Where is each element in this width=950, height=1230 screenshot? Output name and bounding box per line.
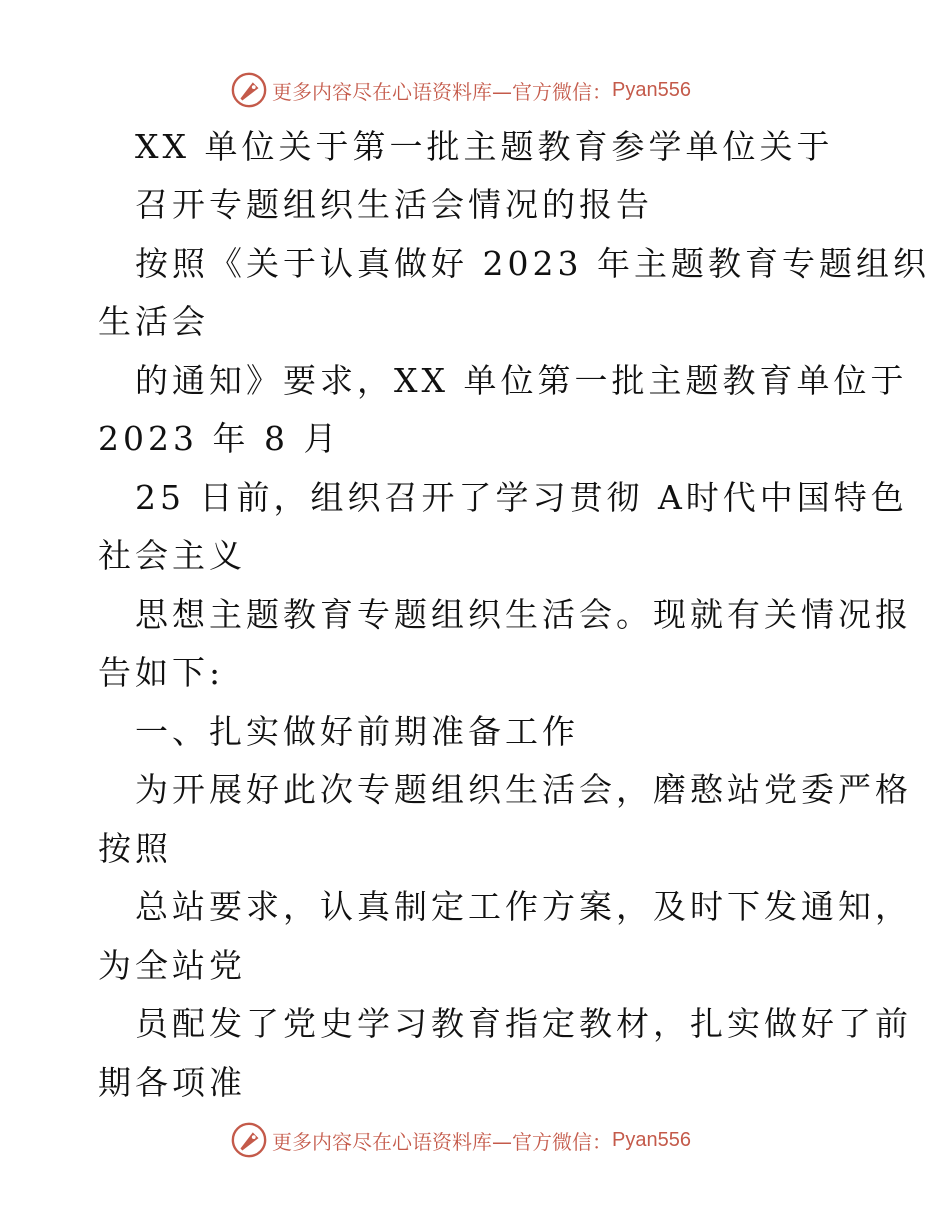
footer-banner-text: 更多内容尽在心语资料库—官方微信：: [272, 1129, 612, 1154]
doc-line-14: 总站要求，认真制定工作方案，及时下发通知，: [135, 887, 912, 926]
doc-line-7: 25 日前，组织召开了学习贯彻 A时代中国特色: [135, 478, 908, 517]
doc-line-15: 为全站党: [98, 946, 246, 985]
doc-line-12: 为开展好此次专题组织生活会，磨憨站党委严格: [135, 770, 912, 809]
doc-line-13: 按照: [98, 829, 172, 868]
doc-line-6: 2023 年 8 月: [98, 419, 341, 458]
doc-line-16: 员配发了党史学习教育指定教材，扎实做好了前: [135, 1004, 912, 1043]
doc-line-8: 社会主义: [98, 536, 246, 575]
doc-line-5: 的通知》要求，XX 单位第一批主题教育单位于: [135, 361, 908, 400]
doc-line-17: 期各项准: [98, 1063, 246, 1102]
doc-line-11: 一、扎实做好前期准备工作: [135, 712, 579, 751]
header-banner-text: 更多内容尽在心语资料库—官方微信：: [272, 79, 612, 104]
doc-line-3: 按照《关于认真做好 2023 年主题教育专题组织: [135, 244, 930, 283]
footer-banner: [230, 1120, 730, 1160]
pen-nib-logo-icon: [230, 71, 268, 109]
header-banner: [230, 70, 730, 110]
doc-line-9: 思想主题教育专题组织生活会。现就有关情况报: [135, 595, 912, 634]
pen-nib-logo-icon: [230, 1121, 268, 1159]
doc-line-10: 告如下:: [98, 653, 225, 692]
doc-line-4: 生活会: [98, 302, 209, 341]
header-banner-id: Pyan556: [612, 78, 691, 101]
footer-banner-id: Pyan556: [612, 1128, 691, 1151]
doc-line-1: XX 单位关于第一批主题教育参学单位关于: [135, 127, 834, 166]
doc-line-2: 召开专题组织生活会情况的报告: [135, 185, 653, 224]
